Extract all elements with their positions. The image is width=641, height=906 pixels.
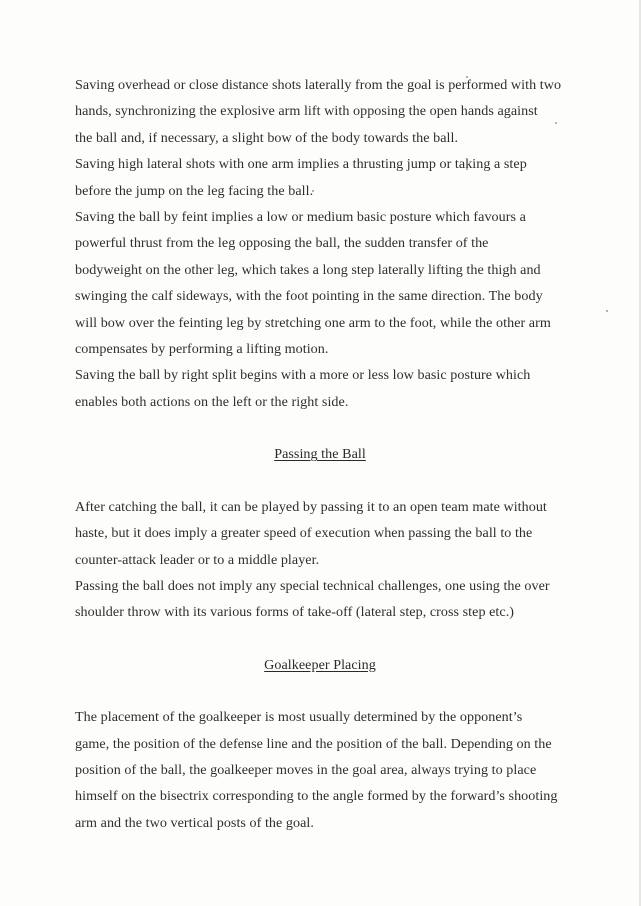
text-line: Saving the ball by right split begins with a more or less low basic posture which bbox=[75, 367, 531, 384]
text-line: counter-attack leader or to a middle player. bbox=[75, 551, 320, 568]
passing-the-ball-heading: Passing the Ball bbox=[274, 446, 366, 463]
text-line: enables both actions on the left or the right side. bbox=[75, 393, 349, 410]
text-line: arm and the two vertical posts of the goal. bbox=[75, 814, 314, 831]
text-line: The placement of the goalkeeper is most usually determined by the opponent’s bbox=[75, 709, 523, 726]
text-line: Saving high lateral shots with one arm implies a thrusting jump or taking a step bbox=[75, 156, 527, 173]
text-line: powerful thrust from the leg opposing the ball, the sudden transfer of the bbox=[75, 235, 489, 252]
text-line: Saving overhead or close distance shots laterally from the goal is performed with two bbox=[75, 77, 562, 93]
goalkeeper-placing-text bbox=[75, 704, 565, 836]
text-line: compensates by performing a lifting motion. bbox=[75, 341, 329, 358]
text-line: will bow over the feinting leg by stretching one arm to the foot, while the other arm bbox=[75, 314, 551, 331]
paper-speck bbox=[606, 310, 608, 312]
text-line: bodyweight on the other leg, which takes a long step laterally lifting the thigh and bbox=[75, 261, 541, 278]
text-line: before the jump on the leg facing the ball. bbox=[75, 182, 314, 199]
text-line: Passing the ball does not imply any special technical challenges, one using the over bbox=[75, 577, 550, 594]
text-line: shoulder throw with its various forms of take-off (lateral step, cross step etc.) bbox=[75, 604, 515, 621]
text-line: the ball and, if necessary, a slight bow of the body towards the ball. bbox=[75, 129, 459, 146]
document-body bbox=[75, 72, 565, 836]
text-line: hands, synchronizing the explosive arm lift with opposing the open hands against bbox=[75, 103, 538, 120]
text-line: position of the ball, the goalkeeper moves in the goal area, always trying to place bbox=[75, 761, 537, 778]
text-line: swinging the calf sideways, with the foot pointing in the same direction. The body bbox=[75, 288, 543, 305]
text-line: After catching the ball, it can be played by passing it to an open team mate without bbox=[75, 498, 547, 515]
text-line: Saving the ball by feint implies a low or medium basic posture which favours a bbox=[75, 209, 526, 226]
goalkeeper-saving-text bbox=[75, 72, 565, 415]
goalkeeper-placing-heading: Goalkeeper Placing bbox=[264, 656, 376, 673]
passing-the-ball-text bbox=[75, 494, 565, 626]
text-line: game, the position of the defense line and the position of the ball. Depending on the bbox=[75, 735, 552, 752]
text-line: haste, but it does imply a greater speed of execution when passing the ball to the bbox=[75, 525, 533, 542]
text-line: himself on the bisectrix corresponding to the angle formed by the forward’s shooting bbox=[75, 788, 558, 805]
